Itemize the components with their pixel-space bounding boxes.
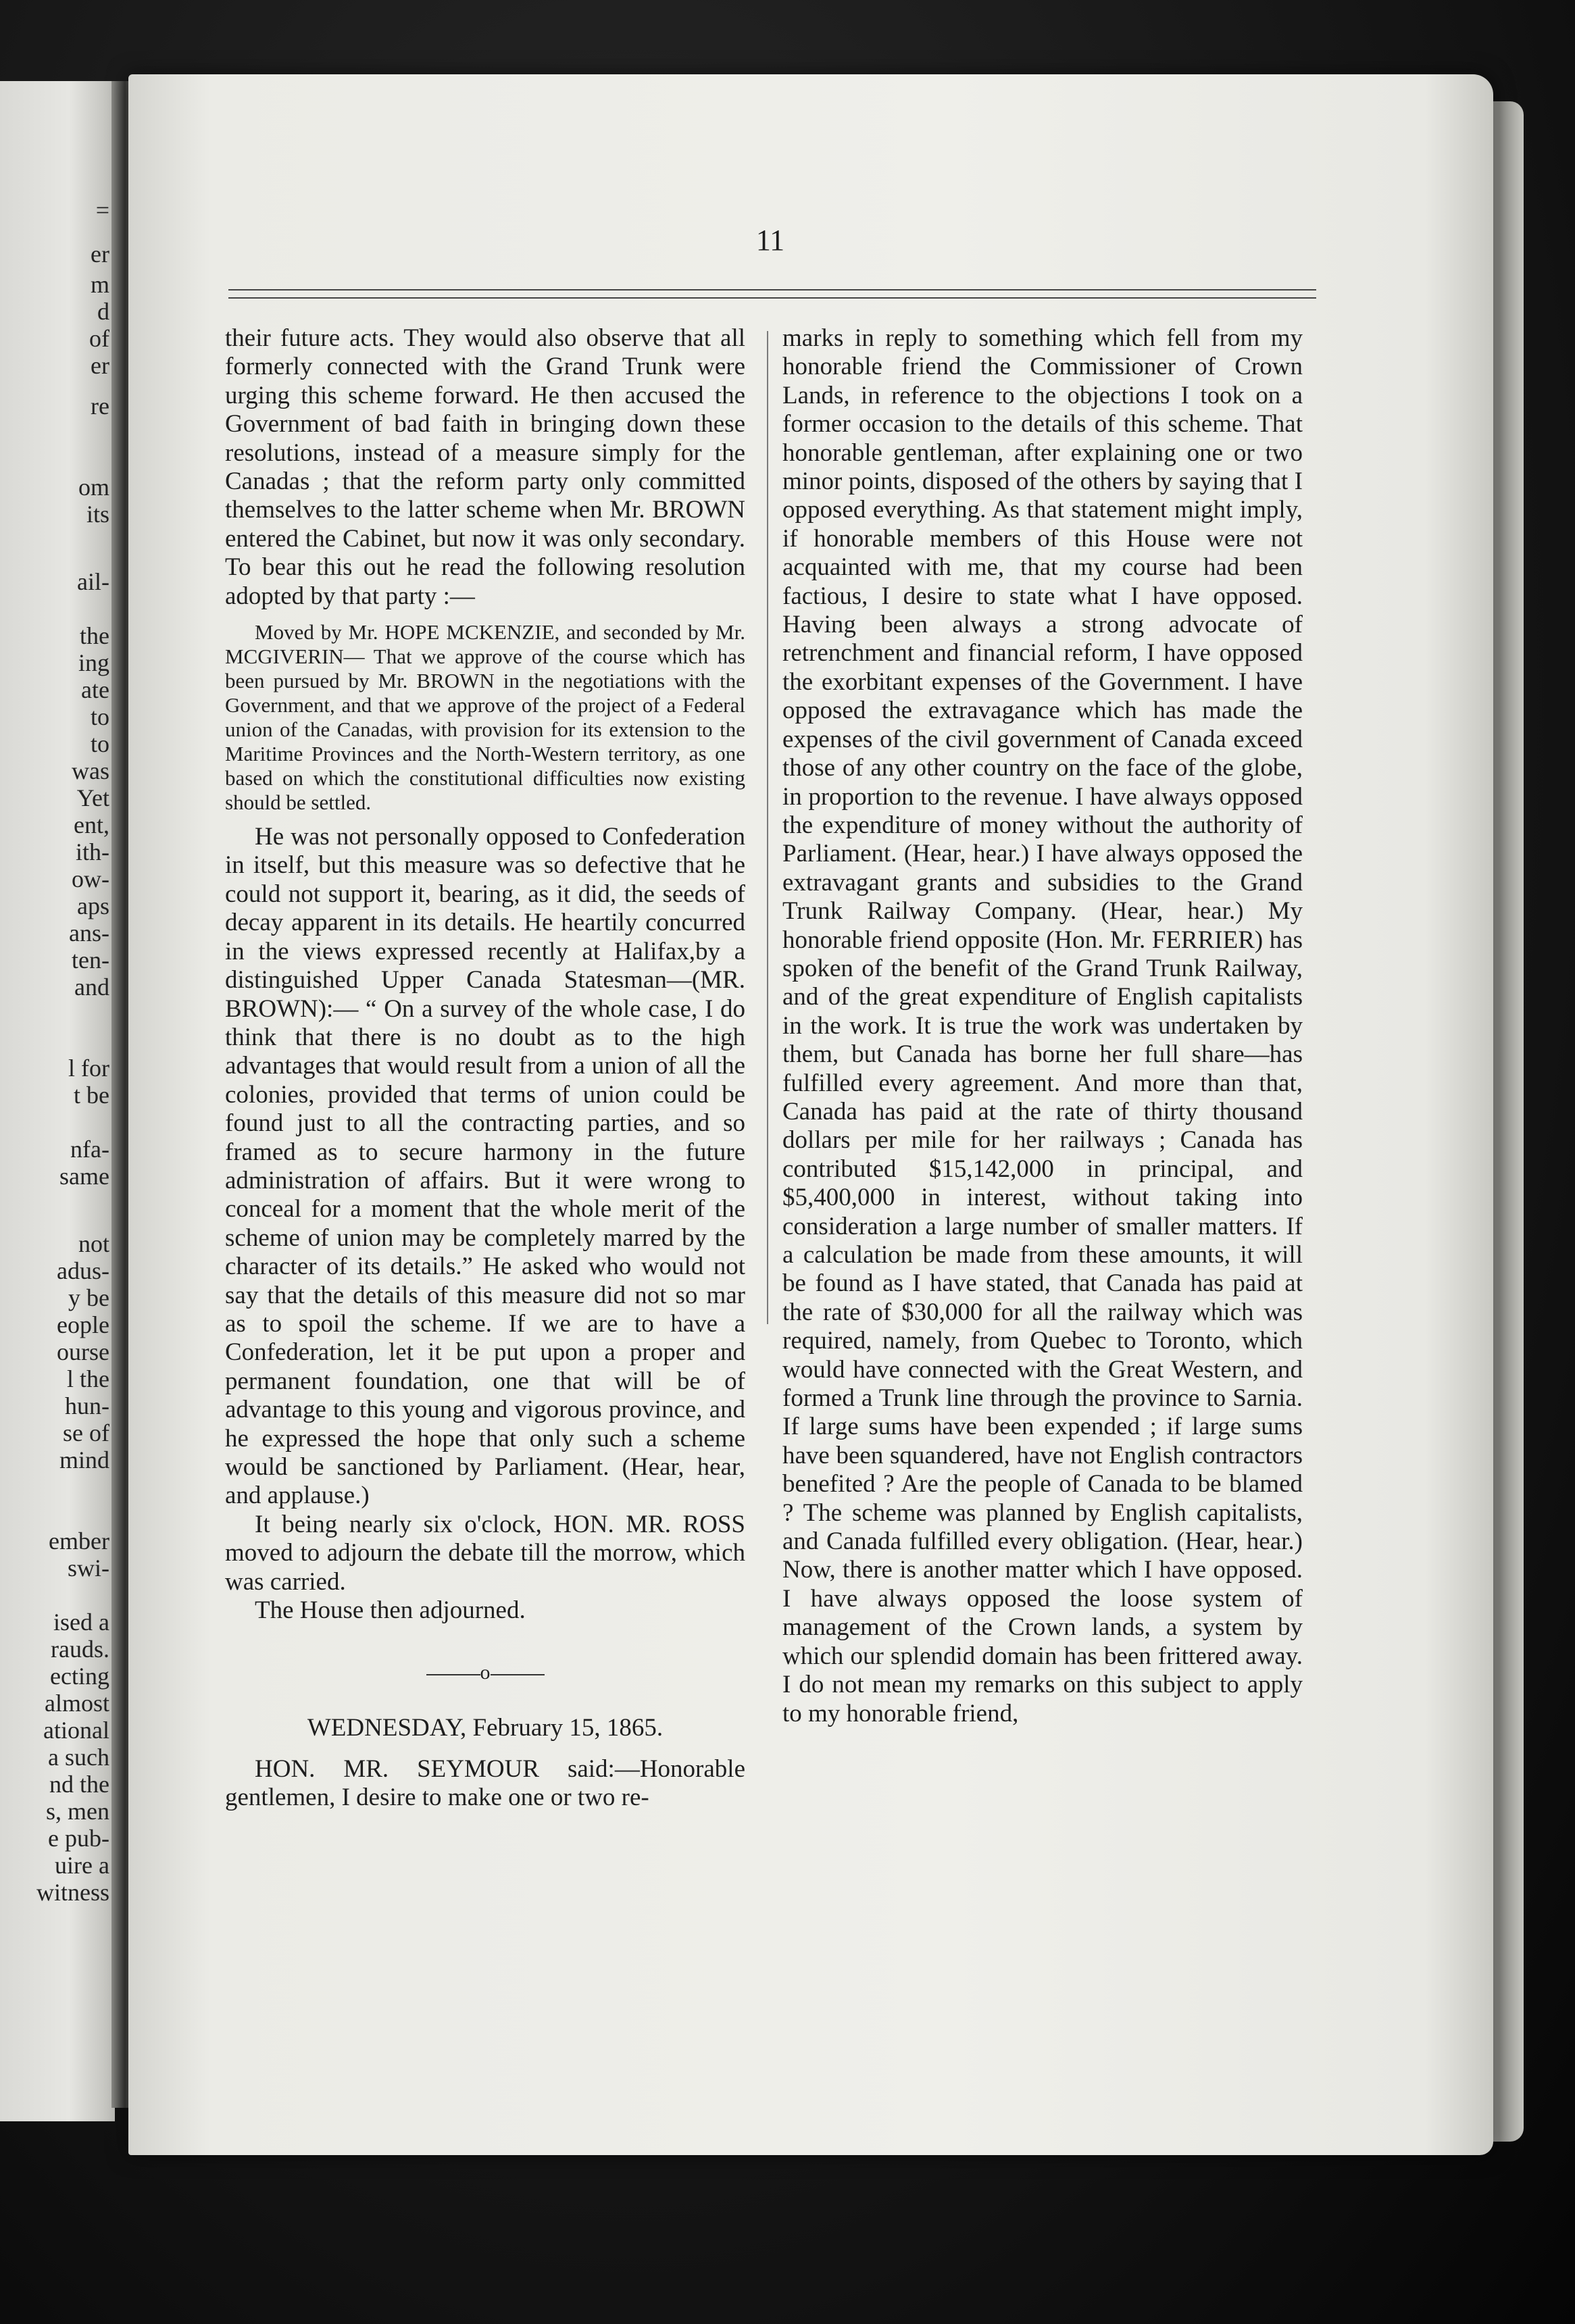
left-page-text-fragment: ourse (57, 1338, 109, 1365)
left-page-text-fragment: om (78, 474, 109, 501)
left-page-text-fragment: a such (48, 1744, 109, 1771)
left-page-text-fragment: ow- (72, 865, 109, 892)
paragraph: marks in reply to something which fell from my honorable friend the Commissioner of Crown Lands, in reference to the objections I took on a former occasion to the details of this scheme. That honorable gentleman, after explaining one or two minor points, disposed of the others by saying that I opposed everything. As that statement might imply, if honorable members of this House were not acquainted with me, that my course had been factious, I desire to state what I have opposed. Having been always a strong advocate of retrenchment and financial reform, I have opposed the exorbitant expenses of the Government. I have opposed the extravagance which has made the expenses of the civil government of Canada exceed those of any other country on the face of the globe, in proportion to the revenue. I have always opposed the expenditure of money without the authority of Parliament. (Hear, hear.) I have always opposed the extravagant grants and subsidies to the Grand Trunk Railway Company. (Hear, hear.) My honorable friend opposite (Hon. Mr. FERRIER) has spoken of the benefit of the Grand Trunk Railway, and of the great expenditure of English capitalists in the work. It is true the work was undertaken by them, but Canada has borne her full share—has fulfilled every agreement. And more than that, Canada has paid at the rate of thirty thousand dollars per mile for her railways ; Canada has contributed $15,142,000 in principal, and $5,400,000 in interest, without taking into consideration a large number of smaller matters. If a calculation be made from these amounts, it will be found as I have stated, that Canada has paid at the rate of $30,000 for all the railway which was required, namely, from Quebec to Toronto, which would have connected with the Great Western, and formed a Trunk line through the province to Sarnia. If large sums have been expended ; if large sums have been squandered, have not English contractors benefited ? Are the people of Canada to be blamed ? The scheme was planned by English capitalists, and Canada fulfilled every obligation. (Hear, hear.) Now, there is another matter which I have opposed. I have always opposed the loose system of management of the Crown lands, a system by which our splendid domain has been frittered away. I do not mean my remarks on this subject to apply to my honorable friend, (782, 324, 1303, 1727)
quoted-resolution: Moved by Mr. HOPE MCKENZIE, and seconded by Mr. MCGIVERIN— That we approve of the course which has been pursued by Mr. BROWN in the negotiations with the Government, and that we approve of the project of a Federal union of the Canadas, with provision for its extension to the Maritime Provinces and the North-Western territory, as one based on which the constitutional difficulties now existing should be settled. (225, 620, 745, 815)
left-page-text-fragment: adus- (57, 1257, 109, 1284)
column-divider (767, 331, 768, 1324)
left-page-text-fragment: = (95, 197, 109, 224)
left-page-text-fragment: er (91, 241, 109, 268)
dateline: WEDNESDAY, February 15, 1865. (307, 1714, 664, 1742)
left-page-text-fragment: its (86, 501, 109, 528)
left-page-text-fragment: uire a (55, 1852, 109, 1879)
left-page-text-fragment: ational (43, 1717, 109, 1744)
left-page-text-fragment: ans- (69, 919, 109, 946)
left-page-text-fragment: l for (68, 1055, 109, 1082)
paragraph: The House then adjourned. (255, 1596, 526, 1625)
left-page-text-fragment: to (90, 703, 109, 730)
left-page-text-fragment: witness (36, 1879, 109, 1906)
left-page-text-fragment: e pub- (48, 1825, 109, 1852)
separator-mark: o (480, 1661, 491, 1684)
left-page-text-fragment: se of (63, 1419, 109, 1446)
page-number: 11 (755, 224, 785, 257)
paragraph: It being nearly six o'clock, HON. MR. ROSS moved to adjourn the debate till the morrow, which was carried. (225, 1510, 745, 1596)
left-page-text-fragment: s, men (46, 1798, 109, 1825)
left-page-text-fragment: re (91, 393, 109, 420)
left-page-text-fragment: eople (57, 1311, 109, 1338)
left-page-text-fragment: er (91, 352, 109, 379)
left-page-text-fragment: l the (67, 1365, 109, 1392)
left-page-text-fragment: hun- (65, 1392, 109, 1419)
left-page-text-fragment: Yet (76, 784, 109, 811)
left-page-text-fragment: to (90, 730, 109, 757)
left-page-text-fragment: ecting (50, 1663, 109, 1690)
left-page-text-fragment: mind (59, 1446, 109, 1473)
left-page-text-fragment: ing (78, 649, 109, 676)
left-page-text-fragment: same (59, 1163, 109, 1190)
paragraph: He was not personally opposed to Confederation in itself, but this measure was so defective that he could not support it, bearing, as it did, the seeds of decay apparent in its details. He heartily concurred in the views expressed recently at Halifax,by a distinguished Upper Canada Statesman—(MR. BROWN):— “ On a survey of the whole case, I do think that there is no doubt as to the high advantages that would result from a union of all the colonies, provided that terms of union could be found just to all the contracting parties, and so framed as to secure harmony in the future administration of affairs. But it were wrong to conceal for a moment that the whole merit of the scheme of union may be completely marred by the character of its details.” He asked who would not say that the details of this measure did not so mar as to spoil the scheme. If we are to have a Confederation, let it be put upon a proper and permanent foundation, one that will be of advantage to this young and vigorous province, and he expressed the hope that only such a scheme would be sanctioned by Parliament. (Hear, hear, and applause.) (225, 823, 745, 1510)
left-page-text-fragment: nd the (49, 1771, 109, 1798)
left-page-text-fragment: ember (49, 1527, 109, 1555)
left-page-text-fragment: ten- (72, 946, 109, 974)
left-page-text-fragment: almost (45, 1690, 109, 1717)
left-page-text-fragment: nfa- (70, 1136, 109, 1163)
left-page-text-fragment: the (80, 622, 109, 649)
left-page-sliver (0, 81, 115, 2121)
right-column (782, 324, 1303, 1728)
paragraph: HON. MR. SEYMOUR said:—Honorable gentlemen, I desire to make one or two re- (225, 1754, 745, 1812)
paragraph: their future acts. They would also observe that all formerly connected with the Grand Trunk were urging this scheme forward. He then accused the Government of bad faith in bringing down these resolutions, instead of a measure simply for the Canadas ; that the reform party only committed themselves to the latter scheme when Mr. BROWN entered the Cabinet, but now it was only secondary. To bear this out he read the following resolution adopted by that party :— (225, 324, 745, 610)
left-page-text-fragment: ised a (53, 1609, 109, 1636)
left-page-text-fragment: m (90, 271, 109, 298)
left-page-text-fragment: ent, (74, 811, 109, 838)
left-page-text-fragment: t be (74, 1082, 109, 1109)
left-page-text-fragment: ate (81, 676, 109, 703)
left-page-text-fragment: ith- (76, 838, 109, 865)
left-page-text-fragment: ail- (77, 568, 109, 595)
left-page-text-fragment: d (97, 298, 109, 325)
header-double-rule (228, 289, 1316, 299)
left-page-text-fragment: swi- (68, 1555, 109, 1582)
left-page-text-fragment: and (74, 974, 109, 1001)
left-page-text-fragment: was (72, 757, 109, 784)
left-page-text-fragment: of (89, 325, 109, 352)
left-column (225, 324, 745, 1813)
left-page-text-fragment: not (78, 1230, 109, 1257)
left-page-text-fragment: aps (77, 892, 109, 919)
left-page-text-fragment: y be (68, 1284, 109, 1311)
left-page-text-fragment: rauds. (51, 1636, 109, 1663)
section-separator (225, 1663, 745, 1683)
